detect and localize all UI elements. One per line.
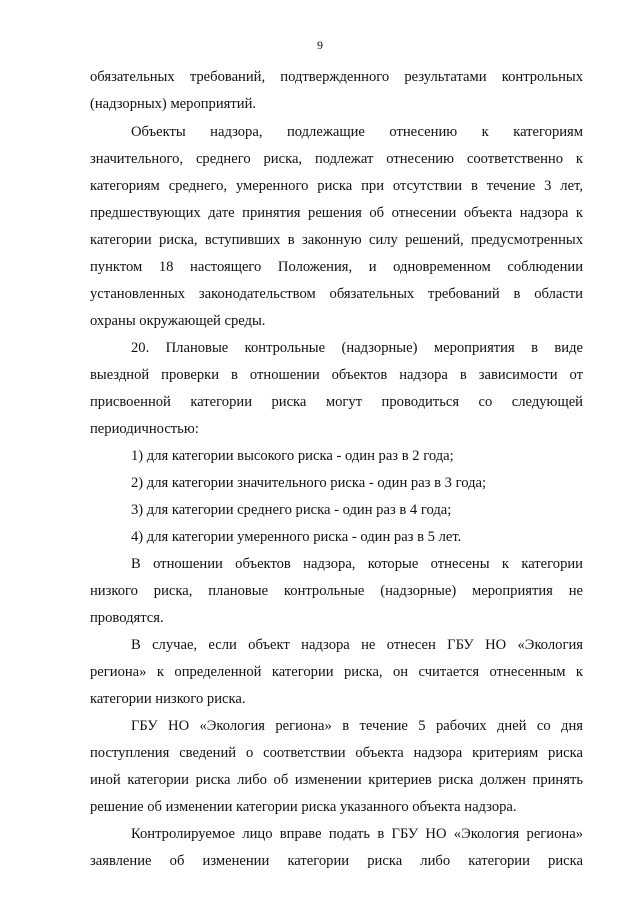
text-line: обязательных требований, подтвержденного результатами контрольных bbox=[90, 69, 583, 85]
list-item: 3) для категории среднего риска - один раз в 4 года; bbox=[131, 502, 452, 518]
text-line: решение об изменении категории риска указанного объекта надзора. bbox=[90, 799, 517, 815]
text-line: Контролируемое лицо вправе подать в ГБУ НО «Экология региона» bbox=[131, 826, 583, 842]
text-line: ГБУ НО «Экология региона» в течение 5 рабочих дней со дня bbox=[131, 718, 583, 734]
list-item: 2) для категории значительного риска - один раз в 3 года; bbox=[131, 475, 487, 491]
text-line: охраны окружающей среды. bbox=[90, 313, 266, 329]
text-line: (надзорных) мероприятий. bbox=[90, 96, 257, 112]
text-line: низкого риска, плановые контрольные (надзорные) мероприятия не bbox=[90, 583, 583, 599]
text-line: значительного, среднего риска, подлежат отнесению соответственно к bbox=[90, 151, 583, 167]
text-line: заявление об изменении категории риска либо категории риска bbox=[90, 853, 583, 869]
text-line: В случае, если объект надзора не отнесен ГБУ НО «Экология bbox=[131, 637, 583, 653]
text-line: присвоенной категории риска могут проводиться со следующей bbox=[90, 394, 583, 410]
text-line: выездной проверки в отношении объектов надзора в зависимости от bbox=[90, 367, 583, 383]
text-line: установленных законодательством обязательных требований в области bbox=[90, 286, 583, 302]
text-line: категориям среднего, умеренного риска при отсутствии в течение 3 лет, bbox=[90, 178, 583, 194]
page-number: 9 bbox=[317, 38, 323, 52]
text-line: иной категории риска либо об изменении критериев риска должен принять bbox=[90, 772, 583, 788]
text-line: категории низкого риска. bbox=[90, 691, 246, 707]
text-line: предшествующих дате принятия решения об отнесении объекта надзора к bbox=[90, 205, 583, 221]
text-line: региона» к определенной категории риска, он считается отнесенным к bbox=[90, 664, 583, 680]
text-line: Объекты надзора, подлежащие отнесению к категориям bbox=[131, 124, 583, 140]
text-line: категории риска, вступивших в законную силу решений, предусмотренных bbox=[90, 232, 583, 248]
text-line: периодичностью: bbox=[90, 421, 199, 437]
text-line: В отношении объектов надзора, которые отнесены к категории bbox=[131, 556, 583, 572]
text-line: поступления сведений о соответствии объекта надзора критериям риска bbox=[90, 745, 583, 761]
list-item: 1) для категории высокого риска - один раз в 2 года; bbox=[131, 448, 454, 464]
text-line: проводятся. bbox=[90, 610, 164, 626]
text-line: 20. Плановые контрольные (надзорные) мероприятия в виде bbox=[131, 340, 583, 356]
list-item: 4) для категории умеренного риска - один раз в 5 лет. bbox=[131, 529, 462, 545]
text-line: пунктом 18 настоящего Положения, и одновременном соблюдении bbox=[90, 259, 583, 275]
